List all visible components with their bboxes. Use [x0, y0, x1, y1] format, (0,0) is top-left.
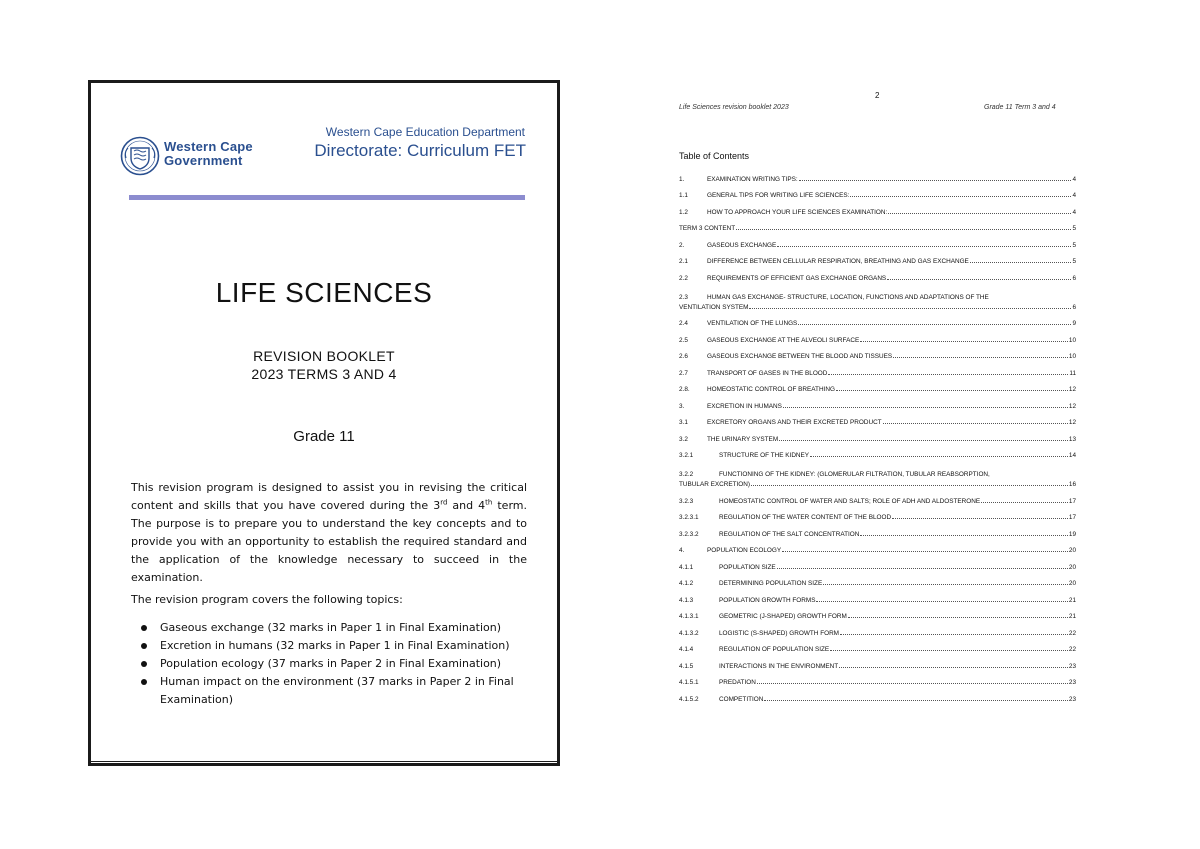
intro-sup-1: rd: [440, 498, 448, 507]
toc-entry[interactable]: [679, 538, 1076, 555]
toc-entry-page: 4: [1072, 175, 1076, 183]
toc-entry-page: 21: [1068, 596, 1076, 604]
toc-entry-page: 11: [1069, 369, 1076, 377]
toc-entry-number: 2.8.: [679, 386, 690, 393]
toc-entry-page: 12: [1068, 402, 1076, 410]
toc-entry-title: GASEOUS EXCHANGE: [707, 241, 777, 249]
toc-entry-number: 2.4: [679, 320, 688, 327]
toc-leader-dots: [779, 440, 1068, 441]
toc-leader-dots: [810, 456, 1068, 457]
toc-entry-title: HOMEOSTATIC CONTROL OF WATER AND SALTS; ROLE OF ADH AND ALDOSTERONE: [719, 497, 981, 505]
toc-entry-page: 6: [1072, 274, 1076, 282]
toc-entry[interactable]: [679, 670, 1076, 687]
toc-title: Table of Contents: [679, 151, 750, 161]
list-item: Population ecology (37 marks in Paper 2 in Final Examination): [139, 655, 529, 673]
toc-entry-title: EXCRETION IN HUMANS: [707, 402, 782, 410]
toc-leader-dots: [777, 568, 1068, 569]
toc-entry-number: 3.2.3.2: [679, 530, 699, 538]
running-header-left: Life Sciences revision booklet 2023: [679, 104, 789, 111]
toc-entry[interactable]: [679, 620, 1076, 637]
toc-leader-dots: [751, 485, 1068, 486]
toc-leader-dots: [823, 584, 1068, 585]
toc-leader-dots: [892, 518, 1068, 519]
toc-entry-page: 16: [1068, 481, 1076, 488]
toc-entry-title: GASEOUS EXCHANGE BETWEEN THE BLOOD AND TISSUES: [707, 353, 893, 360]
government-logo-text: [164, 140, 253, 168]
toc-entry[interactable]: [679, 166, 1076, 183]
toc-entry-page: 17: [1068, 514, 1076, 521]
toc-leader-dots: [777, 246, 1071, 247]
toc-entry-title: HUMAN GAS EXCHANGE- STRUCTURE, LOCATION, FUNCTIONS AND ADAPTATIONS OF THE: [707, 293, 989, 301]
toc-entry[interactable]: [679, 587, 1076, 604]
toc-entry-title: REQUIREMENTS OF EFFICIENT GAS EXCHANGE ORGANS: [707, 274, 887, 282]
toc-entry-title: INTERACTIONS IN THE ENVIRONMENT: [719, 662, 839, 670]
toc-entry-page: 6: [1072, 303, 1076, 311]
toc-entry-number: 1.2: [679, 208, 688, 216]
toc-entry-number: 3.2: [679, 435, 688, 443]
toc-leader-dots: [860, 535, 1068, 536]
document-subtitle: [88, 347, 560, 383]
toc-entry-title: DETERMINING POPULATION SIZE: [719, 580, 823, 587]
toc-entry[interactable]: [679, 377, 1076, 394]
toc-entry-number: 4.1.3.2: [679, 629, 699, 637]
toc-entry[interactable]: [679, 393, 1076, 410]
toc-leader-dots: [839, 667, 1068, 668]
toc-entry-page: 5: [1072, 241, 1076, 249]
intro-text-2: and 4: [447, 499, 486, 512]
subtitle-line-1: REVISION BOOKLET: [253, 348, 395, 364]
toc-leader-dots: [893, 357, 1068, 358]
toc-entry-page: 10: [1068, 353, 1076, 360]
header-divider: [129, 195, 525, 200]
toc-leader-dots: [830, 650, 1068, 651]
toc-entry-page: 5: [1072, 225, 1076, 232]
toc-entry-page: 20: [1068, 547, 1076, 554]
toc-entry-title: GASEOUS EXCHANGE AT THE ALVEOLI SURFACE: [707, 336, 860, 344]
toc-entry-page: 20: [1068, 580, 1076, 587]
toc-entry-title: GEOMETRIC (J-SHAPED) GROWTH FORM: [719, 613, 847, 620]
toc-entry-title: TERM 3 CONTENT: [679, 225, 736, 232]
toc-entry-number: 3.2.3.1: [679, 514, 699, 521]
toc-entry-page: 22: [1068, 646, 1076, 653]
toc-entry-number: 1.: [679, 175, 685, 183]
toc-entry-page: 19: [1068, 530, 1076, 538]
toc-leader-dots: [970, 262, 1072, 263]
toc-entry[interactable]: [679, 249, 1076, 266]
toc-entry[interactable]: [679, 183, 1076, 200]
toc-entry[interactable]: [679, 282, 1076, 311]
intro-paragraph: [131, 479, 527, 587]
toc-entry-number: 4.1.5.2: [679, 695, 699, 703]
toc-entry-page: 12: [1068, 386, 1076, 393]
toc-entry[interactable]: [679, 426, 1076, 443]
toc-leader-dots: [840, 634, 1068, 635]
toc-entry-number: 4.1.4: [679, 646, 694, 653]
intro-text-3: term. The purpose is to prepare you to understand the key concepts and to provide you with an opportunity to establish the required standard and the application of the knowledge necessary to succeed in the examination.: [131, 499, 527, 584]
toc-entry-title: LOGISTIC (S-SHAPED) GROWTH FORM: [719, 629, 840, 637]
toc-entry-number: 2.6: [679, 353, 688, 360]
toc-entry-number: 3.2.3: [679, 497, 694, 505]
toc-leader-dots: [736, 229, 1071, 230]
toc-entry-number: 2.: [679, 241, 685, 249]
logo-line-2: Government: [164, 153, 243, 168]
toc-entry-title: POPULATION SIZE: [719, 563, 776, 571]
toc-entry[interactable]: [679, 344, 1076, 361]
toc-entry-page: 23: [1068, 662, 1076, 670]
toc-leader-dots: [757, 683, 1068, 684]
toc-entry-number: 4.: [679, 547, 685, 554]
toc-entry[interactable]: [679, 505, 1076, 522]
toc-entry[interactable]: [679, 604, 1076, 621]
toc-leader-dots: [798, 324, 1071, 325]
toc-entry-title: TRANSPORT OF GASES IN THE BLOOD: [707, 369, 828, 377]
toc-entry-page: 9: [1072, 320, 1076, 327]
directorate-name: Directorate: Curriculum FET: [314, 141, 526, 160]
toc-entry-title: EXAMINATION WRITING TIPS:: [707, 175, 798, 183]
toc-entry-title: DIFFERENCE BETWEEN CELLULAR RESPIRATION, BREATHING AND GAS EXCHANGE: [707, 258, 969, 265]
toc-leader-dots: [783, 407, 1068, 408]
toc-entry-page: 4: [1072, 208, 1076, 216]
toc-entry[interactable]: [679, 488, 1076, 505]
toc-leader-dots: [883, 423, 1068, 424]
toc-entry-page: 22: [1068, 629, 1076, 637]
toc-entry-title: HOMEOSTATIC CONTROL OF BREATHING: [707, 386, 835, 393]
toc-entry-number: 4.1.2: [679, 580, 694, 587]
toc-leader-dots: [782, 551, 1068, 552]
list-item: Human impact on the environment (37 marks in Paper 2 in Final Examination): [139, 673, 529, 709]
logo-line-1: Western Cape: [164, 139, 253, 154]
subtitle-line-2: 2023 TERMS 3 AND 4: [251, 366, 397, 382]
toc-entry-title: STRUCTURE OF THE KIDNEY: [719, 452, 810, 459]
provincial-crest-icon: [120, 136, 160, 176]
topics-list: [139, 619, 529, 709]
running-header-right: Grade 11 Term 3 and 4: [984, 104, 1056, 111]
toc-entry-page: 21: [1068, 613, 1076, 620]
toc-leader-dots: [816, 601, 1067, 602]
toc-entry-title: HOW TO APPROACH YOUR LIFE SCIENCES EXAMINATION:: [707, 208, 888, 216]
toc-entry-title: VENTILATION OF THE LUNGS: [707, 320, 798, 327]
toc-entry[interactable]: [679, 216, 1076, 233]
toc-entry[interactable]: [679, 311, 1076, 328]
toc-entry-page: 10: [1068, 336, 1076, 344]
toc-entry-title-continued: VENTILATION SYSTEM: [679, 303, 749, 311]
toc-entry[interactable]: [679, 232, 1076, 249]
toc-entry-page: 23: [1068, 695, 1076, 703]
toc-entry-number: 3.1: [679, 419, 688, 426]
page-number: 2: [875, 91, 880, 100]
toc-leader-dots: [799, 180, 1072, 181]
toc-entry-number: 1.1: [679, 192, 688, 199]
toc-entry-page: 20: [1068, 563, 1076, 571]
toc-entry[interactable]: [679, 443, 1076, 460]
toc-entry[interactable]: [679, 571, 1076, 588]
toc-entry-number: 4.1.1: [679, 563, 694, 571]
toc-list: [679, 166, 1076, 703]
toc-entry-page: 5: [1072, 258, 1076, 265]
toc-entry[interactable]: [679, 199, 1076, 216]
toc-entry[interactable]: [679, 360, 1076, 377]
toc-entry-number: 3.2.1: [679, 452, 694, 459]
toc-entry-title: POPULATION GROWTH FORMS: [719, 596, 816, 604]
toc-entry-number: 2.3: [679, 293, 688, 301]
toc-leader-dots: [860, 341, 1068, 342]
toc-entry-page: 17: [1068, 497, 1076, 505]
toc-leader-dots: [749, 308, 1071, 309]
toc-leader-dots: [848, 617, 1068, 618]
toc-entry[interactable]: [679, 637, 1076, 654]
toc-leader-dots: [981, 502, 1068, 503]
toc-entry-number: 2.2: [679, 274, 688, 282]
toc-entry-title: REGULATION OF THE WATER CONTENT OF THE BLOOD: [719, 514, 892, 521]
intro-text-1: This revision program is designed to assist you in revising the critical content and skills that you have covered during the 3: [131, 481, 527, 512]
department-name: Western Cape Education Department: [325, 125, 525, 139]
document-title: LIFE SCIENCES: [215, 277, 433, 308]
toc-entry[interactable]: [679, 265, 1076, 282]
toc-entry-number: 4.1.5: [679, 662, 694, 670]
toc-entry-page: 12: [1068, 419, 1076, 426]
toc-entry[interactable]: [679, 410, 1076, 427]
toc-entry-number: 4.1.3.1: [679, 613, 699, 620]
toc-leader-dots: [828, 374, 1068, 375]
toc-entry-title: GENERAL TIPS FOR WRITING LIFE SCIENCES:: [707, 192, 850, 199]
toc-entry-number: 3.: [679, 402, 685, 410]
list-item: Gaseous exchange (32 marks in Paper 1 in Final Examination): [139, 619, 529, 637]
toc-entry-title: COMPETITION: [719, 695, 764, 703]
toc-entry-page: 13: [1068, 435, 1076, 443]
toc-entry[interactable]: [679, 653, 1076, 670]
toc-entry-number: 3.2.2: [679, 471, 694, 478]
toc-entry[interactable]: [679, 554, 1076, 571]
toc-entry-title: EXCRETORY ORGANS AND THEIR EXCRETED PRODUCT: [707, 419, 882, 426]
toc-entry-title: PREDATION: [719, 679, 756, 686]
toc-entry-number: 4.1.5.1: [679, 679, 699, 686]
toc-entry[interactable]: [679, 521, 1076, 538]
grade-label: Grade 11: [293, 428, 355, 445]
toc-leader-dots: [888, 213, 1071, 214]
toc-entry-title: REGULATION OF POPULATION SIZE: [719, 646, 830, 653]
toc-entry-title-continued: TUBULAR EXCRETION): [679, 481, 751, 488]
toc-entry-page: 14: [1068, 452, 1076, 459]
toc-entry-title: POPULATION ECOLOGY: [707, 547, 782, 554]
list-item: Excretion in humans (32 marks in Paper 1 in Final Examination): [139, 637, 529, 655]
toc-entry-title: FUNCTIONING OF THE KIDNEY: (GLOMERULAR FILTRATION, TUBULAR REABSORPTION,: [719, 471, 990, 478]
toc-leader-dots: [850, 196, 1071, 197]
toc-entry-page: 4: [1072, 192, 1076, 199]
toc-leader-dots: [764, 700, 1068, 701]
toc-entry[interactable]: [679, 686, 1076, 703]
toc-entry-number: 2.5: [679, 336, 688, 344]
toc-entry-title: REGULATION OF THE SALT CONCENTRATION: [719, 530, 860, 538]
toc-entry-page: 23: [1068, 679, 1076, 686]
toc-leader-dots: [836, 390, 1068, 391]
topics-intro: The revision program covers the following topics:: [131, 593, 403, 606]
toc-leader-dots: [887, 279, 1071, 280]
intro-sup-2: th: [485, 498, 493, 507]
toc-entry-title: THE URINARY SYSTEM: [707, 435, 779, 443]
toc-entry-number: 2.7: [679, 369, 688, 377]
toc-entry[interactable]: [679, 327, 1076, 344]
toc-entry[interactable]: [679, 459, 1076, 488]
toc-entry-number: 4.1.3: [679, 596, 694, 604]
toc-entry-number: 2.1: [679, 258, 688, 265]
